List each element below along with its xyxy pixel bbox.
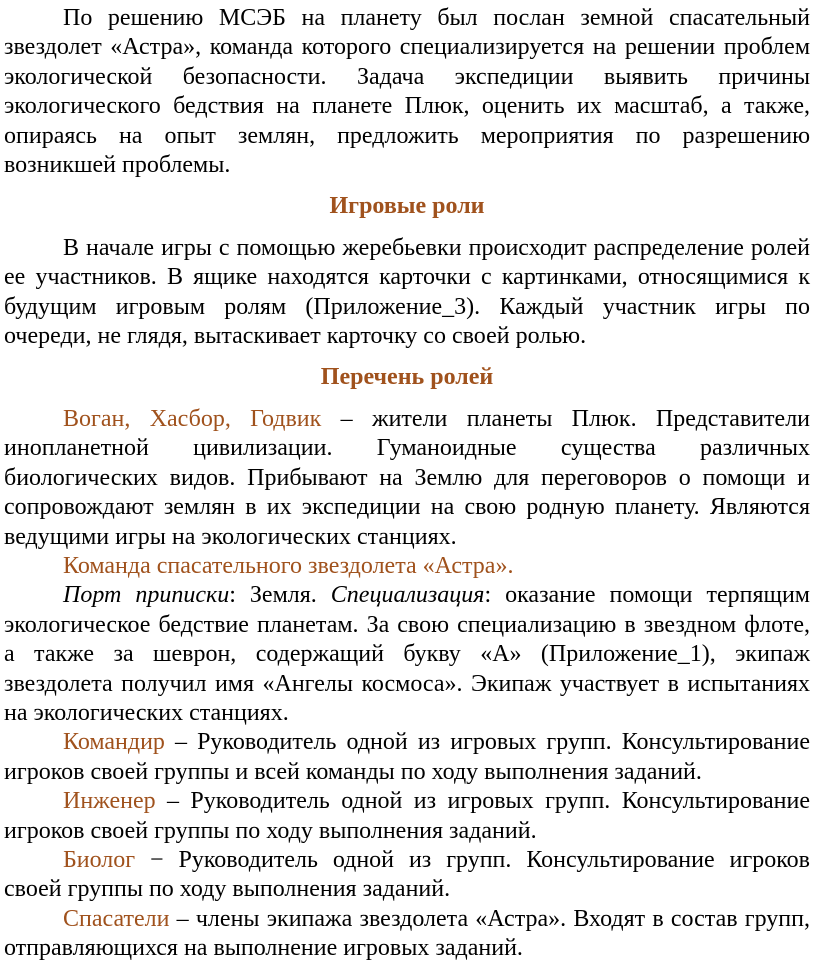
commander-description: – Руководитель одной из игровых групп. Консультирование игроков своей группы и всей команды по ходу выполнения заданий. [4, 729, 810, 785]
rescuers-description: – члены экипажа звездолета «Астра». Входят в состав групп, отправляющихся на выполнение игровых заданий. [4, 905, 810, 962]
specialization-label: Специализация [330, 582, 485, 609]
commander-paragraph [4, 728, 810, 787]
engineer-description: – Руководитель одной из игровых групп. Консультирование игроков своей группы по ходу выполнения заданий. [4, 788, 810, 844]
biologist-description: − Руководитель одной из групп. Консультирование игроков своей группы по ходу выполнения заданий. [4, 846, 810, 903]
rescuers-paragraph [4, 905, 810, 964]
biologist-paragraph [4, 846, 810, 905]
biologist-role: Биолог [63, 846, 136, 873]
crew-heading: Команда спасательного звездолета «Астра». [63, 552, 514, 579]
rescuers-role: Спасатели [63, 905, 170, 932]
crew-paragraph [4, 581, 810, 728]
port-label: Порт приписки [63, 582, 230, 609]
aliens-paragraph [4, 405, 810, 552]
intro-paragraph: По решению МСЭБ на планету был послан земной спасательный звездолет «Астра», команда которого специализируется на решении проблем экологической безопасности. Задача экспедиции выявить причины экологического бедствия на планете Плюк, оценить их масштаб, а также, опираясь на опыт землян, предложить мероприятия по разрешению возникшей проблемы. [4, 5, 810, 179]
engineer-paragraph [4, 787, 810, 846]
heading-roles-list: Перечень ролей [320, 364, 494, 391]
aliens-description: – жители планеты Плюк. Представители инопланетной цивилизации. Гуманоидные существа различных биологических видов. Прибывают на Землю для переговоров о помощи и сопровождают землян в их экспедиции на свою родную планету. Являются ведущими игры на экологических станциях. [4, 405, 811, 550]
heading-game-roles: Игровые роли [329, 193, 485, 220]
specialization-text: : оказание помощи терпящим экологическое бедствие планетам. За свою специализацию в звездном флоте, а также за шеврон, содержащий букву «А» (Приложение_1), экипаж звездолета получил имя «Ангелы космоса». Экипаж участвует в испытаниях на экологических станциях. [4, 582, 810, 726]
roles-intro-paragraph: В начале игры с помощью жеребьевки происходит распределение ролей ее участников. В ящике находятся карточки с картинками, относящимися к будущим игровым ролям (Приложение_3). Каждый участник игры по очереди, не глядя, вытаскивает карточку со своей ролью. [4, 234, 810, 350]
aliens-names: Воган, Хасбор, Годвик [63, 405, 322, 432]
engineer-role: Инженер [63, 788, 156, 815]
commander-role: Командир [63, 729, 165, 756]
port-text: : Земля. [229, 582, 331, 609]
